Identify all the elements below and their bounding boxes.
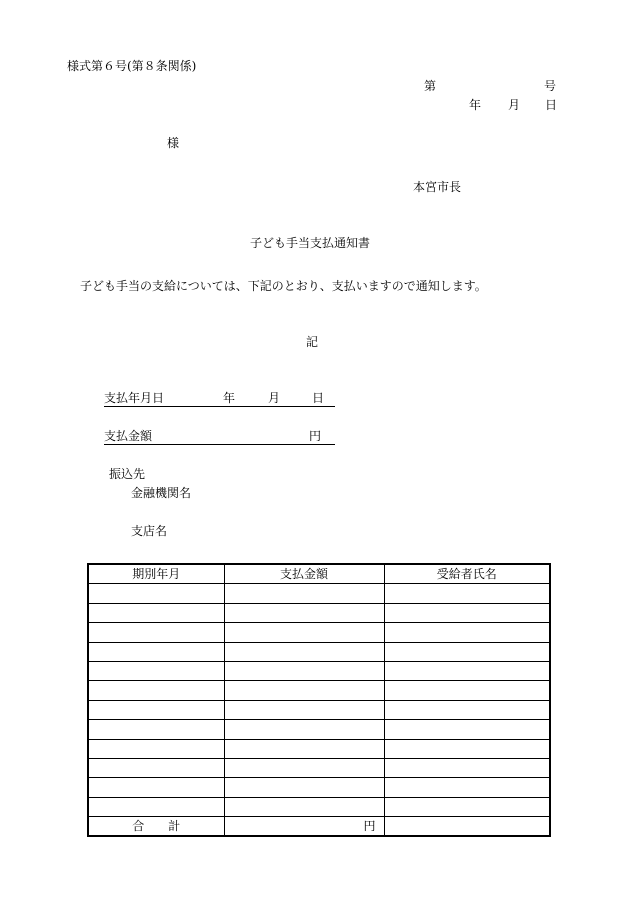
recipient-cell[interactable] (384, 681, 550, 700)
addressee-honorific: 様 (167, 136, 180, 150)
total-recipient-cell (384, 817, 550, 837)
period-cell[interactable] (88, 739, 224, 758)
table-row (88, 700, 550, 719)
header-amount: 支払金額 (224, 564, 384, 584)
table-row (88, 623, 550, 642)
recipient-cell[interactable] (384, 758, 550, 777)
table-row (88, 681, 550, 700)
table-row (88, 758, 550, 777)
period-cell[interactable] (88, 584, 224, 603)
period-cell[interactable] (88, 681, 224, 700)
table-row (88, 642, 550, 661)
table-row (88, 720, 550, 739)
amount-cell[interactable] (224, 797, 384, 816)
date-day: 日 (545, 98, 558, 112)
period-cell[interactable] (88, 623, 224, 642)
ki-marker: 記 (306, 335, 319, 349)
payment-date-year: 年 (223, 391, 236, 405)
amount-cell[interactable] (224, 623, 384, 642)
table-body (88, 584, 550, 837)
table-row (88, 739, 550, 758)
table-row (88, 584, 550, 603)
recipient-cell[interactable] (384, 623, 550, 642)
payment-date-month: 月 (268, 391, 281, 405)
total-amount: 円 (224, 817, 384, 837)
payment-date-line (104, 392, 335, 407)
table-header-row (88, 564, 550, 584)
amount-line (104, 430, 335, 445)
recipient-cell[interactable] (384, 720, 550, 739)
recipient-cell[interactable] (384, 778, 550, 797)
amount-cell[interactable] (224, 700, 384, 719)
payment-table (87, 563, 551, 837)
amount-cell[interactable] (224, 778, 384, 797)
period-cell[interactable] (88, 758, 224, 777)
recipient-cell[interactable] (384, 603, 550, 622)
period-cell[interactable] (88, 661, 224, 680)
total-row (88, 817, 550, 837)
amount-unit: 円 (309, 429, 322, 443)
amount-label: 支払金額 (104, 429, 153, 443)
amount-cell[interactable] (224, 681, 384, 700)
date-year: 年 (469, 98, 482, 112)
body-text: 子ども手当の支給については、下記のとおり、支払いますので通知します。 (80, 279, 487, 293)
table-row (88, 661, 550, 680)
recipient-cell[interactable] (384, 642, 550, 661)
table-row (88, 778, 550, 797)
period-cell[interactable] (88, 720, 224, 739)
table-row (88, 603, 550, 622)
table-row (88, 797, 550, 816)
recipient-cell[interactable] (384, 584, 550, 603)
recipient-cell[interactable] (384, 700, 550, 719)
doc-number-suffix: 号 (544, 79, 557, 93)
branch-label: 支店名 (131, 524, 168, 538)
bank-label: 金融機関名 (131, 486, 192, 500)
amount-cell[interactable] (224, 584, 384, 603)
amount-cell[interactable] (224, 661, 384, 680)
period-cell[interactable] (88, 700, 224, 719)
date-month: 月 (508, 98, 521, 112)
period-cell[interactable] (88, 778, 224, 797)
amount-cell[interactable] (224, 758, 384, 777)
recipient-cell[interactable] (384, 739, 550, 758)
issuer: 本宮市長 (413, 180, 462, 194)
period-cell[interactable] (88, 642, 224, 661)
recipient-cell[interactable] (384, 797, 550, 816)
header-recipient: 受給者氏名 (384, 564, 550, 584)
payment-date-day: 日 (312, 391, 325, 405)
amount-cell[interactable] (224, 603, 384, 622)
period-cell[interactable] (88, 797, 224, 816)
amount-cell[interactable] (224, 739, 384, 758)
header-period: 期別年月 (88, 564, 224, 584)
recipient-cell[interactable] (384, 661, 550, 680)
transfer-label: 振込先 (109, 467, 146, 481)
total-label: 合 計 (88, 817, 224, 837)
doc-number-prefix: 第 (424, 79, 437, 93)
period-cell[interactable] (88, 603, 224, 622)
payment-date-label: 支払年月日 (104, 391, 165, 405)
form-number: 様式第６号(第８条関係) (67, 59, 197, 73)
amount-cell[interactable] (224, 642, 384, 661)
document-title: 子ども手当支払通知書 (250, 236, 371, 250)
amount-cell[interactable] (224, 720, 384, 739)
